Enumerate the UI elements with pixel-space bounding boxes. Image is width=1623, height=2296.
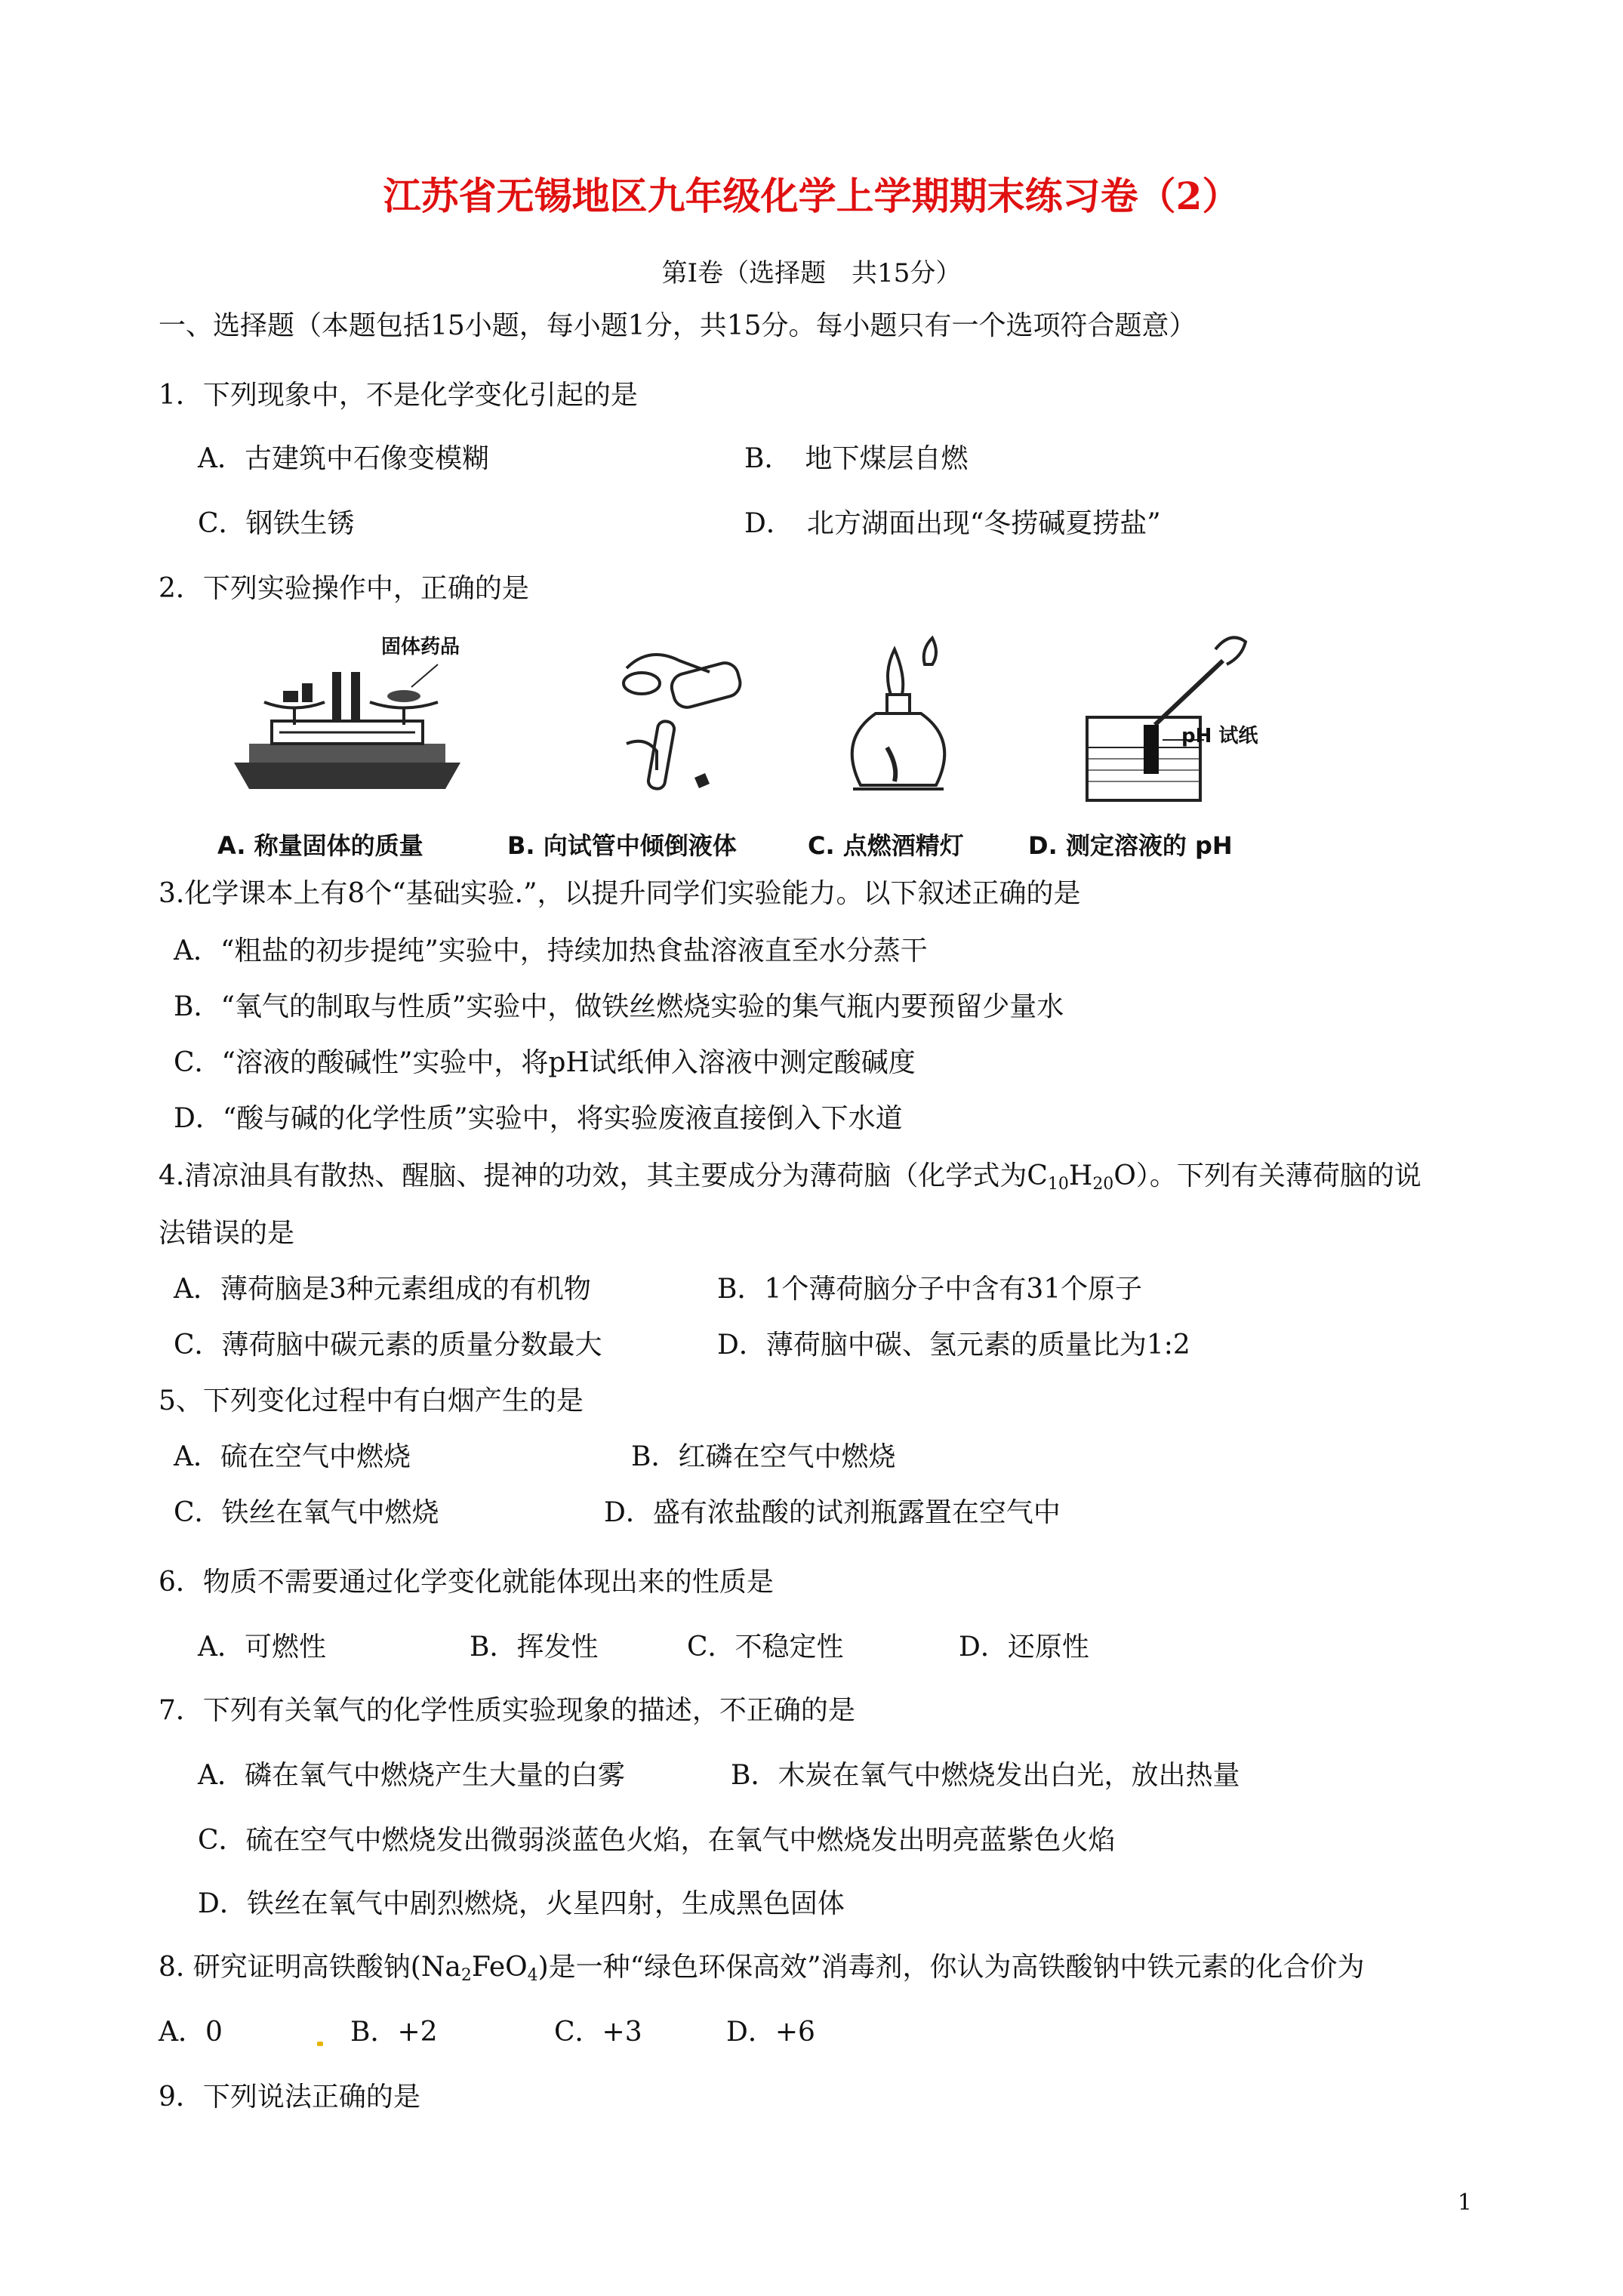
q3-option-c: C．“溶液的酸碱性”实验中，将pH试纸伸入溶液中测定酸碱度 <box>174 1047 916 1078</box>
q4-option-c: C．薄荷脑中碳元素的质量分数最大 <box>174 1330 602 1361</box>
q1-option-a: A．古建筑中石像变模糊 <box>198 443 489 474</box>
q8-stem: 8. 研究证明高铁酸钠$(Na_2FeO_4)$是一种“绿色环保高效”消毒剂，你认为高铁酸钠中铁元素的化合价为 <box>159 1952 1365 1985</box>
q1-stem: 1．下列现象中，不是化学变化引起的是 <box>159 380 638 411</box>
page-title: 江苏省无锡地区九年级化学上学期期末练习卷（2） <box>383 174 1240 218</box>
alcohol-lamp-figure <box>830 634 996 808</box>
q5-option-b: B．红磷在空气中燃烧 <box>631 1441 896 1472</box>
q2-option-c: C. 点燃酒精灯 <box>808 831 964 860</box>
balance-figure <box>219 649 476 800</box>
q4-option-a: A．薄荷脑是3种元素组成的有机物 <box>174 1274 591 1305</box>
q4-stem: 4.清凉油具有散热、醒脑、提神的功效，其主要成分为薄荷脑（化学式为$C_{10}H_{20}O$）。下列有关薄荷脑的说 <box>159 1160 1421 1194</box>
q5-stem: 5、下列变化过程中有白烟产生的是 <box>159 1385 584 1416</box>
q2-stem: 2．下列实验操作中，正确的是 <box>159 573 529 604</box>
q8-option-c: C．+3 <box>554 2017 642 2048</box>
q7-option-d: D．铁丝在氧气中剧烈燃烧，火星四射，生成黑色固体 <box>198 1888 845 1919</box>
q4-option-d: D．薄荷脑中碳、氢元素的质量比为1:2 <box>717 1330 1190 1361</box>
q1-option-d: D． 北方湖面出现“冬捞碱夏捞盐” <box>744 508 1161 539</box>
q8-option-d: D．+6 <box>726 2017 815 2048</box>
q3-option-d: D．“酸与碱的化学性质”实验中，将实验废液直接倒入下水道 <box>174 1103 903 1134</box>
q9-stem: 9．下列说法正确的是 <box>159 2082 420 2113</box>
q8-option-a: A．0 <box>159 2017 223 2048</box>
part-heading: 一、选择题（本题包括15小题，每小题1分，共15分。每小题只有一个选项符合题意） <box>159 310 1196 341</box>
q1-option-c: C．钢铁生锈 <box>198 508 355 539</box>
q7-option-a: A．磷在氧气中燃烧产生大量的白雾 <box>198 1760 625 1791</box>
q7-option-c: C．硫在空气中燃烧发出微弱淡蓝色火焰，在氧气中燃烧发出明亮蓝紫色火焰 <box>198 1825 1116 1856</box>
section-heading: 第I卷（选择题 共15分） <box>661 258 962 288</box>
q4-stem-line2: 法错误的是 <box>159 1218 295 1249</box>
q3-stem: 3.化学课本上有8个“基础实验.”，以提升同学们实验能力。以下叙述正确的是 <box>159 878 1081 909</box>
q3-option-b: B．“氧气的制取与性质”实验中，做铁丝燃烧实验的集气瓶内要预留少量水 <box>174 991 1064 1022</box>
q7-stem: 7．下列有关氧气的化学性质实验现象的描述，不正确的是 <box>159 1695 855 1726</box>
pouring-figure <box>581 638 755 812</box>
q6-option-a: A．可燃性 <box>198 1632 326 1663</box>
q6-option-b: B．挥发性 <box>470 1632 599 1663</box>
q2-option-a: A. 称量固体的质量 <box>217 831 423 860</box>
q8-option-b: B．+2 <box>350 2017 438 2048</box>
ph-test-figure <box>1064 627 1291 815</box>
q5-option-d: D．盛有浓盐酸的试剂瓶露置在空气中 <box>604 1497 1061 1528</box>
q5-option-c: C．铁丝在氧气中燃烧 <box>174 1497 439 1528</box>
q6-option-d: D．还原性 <box>959 1632 1089 1663</box>
q1-option-b: B． 地下煤层自燃 <box>744 443 969 474</box>
q6-option-c: C．不稳定性 <box>687 1632 844 1663</box>
q3-option-a: A．“粗盐的初步提纯”实验中，持续加热食盐溶液直至水分蒸干 <box>174 935 928 966</box>
solid-drug-label: 固体药品 <box>381 636 460 658</box>
q4-option-b: B．1个薄荷脑分子中含有31个原子 <box>717 1274 1143 1305</box>
q2-option-d: D. 测定溶液的 pH <box>1028 831 1233 860</box>
q2-option-b: B. 向试管中倾倒液体 <box>507 831 737 860</box>
stray-mark <box>317 2042 323 2046</box>
q5-option-a: A．硫在空气中燃烧 <box>174 1441 411 1472</box>
ph-paper-label: pH 试纸 <box>1181 725 1258 747</box>
q7-option-b: B．木炭在氧气中燃烧发出白光，放出热量 <box>731 1760 1240 1791</box>
page-number: 1 <box>1457 2190 1472 2216</box>
q6-stem: 6．物质不需要通过化学变化就能体现出来的性质是 <box>159 1567 774 1598</box>
